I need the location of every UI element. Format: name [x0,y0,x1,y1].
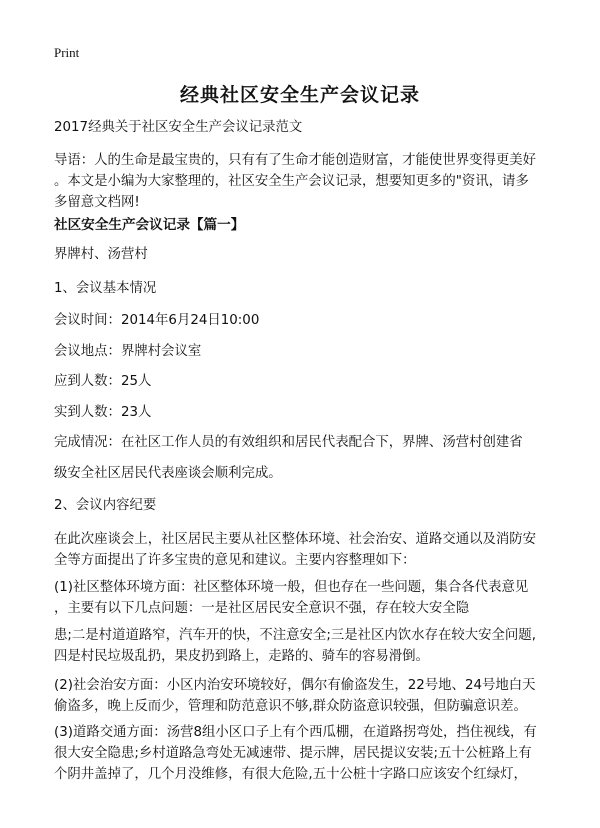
section-heading: 社区安全生产会议记录【篇一】 [54,217,245,233]
item1-line: ，主要有以下几点问题：一是社区居民安全意识不强，存在较大安全隐 [54,601,470,616]
item2-line: 偷盗多，晚上反而少，管理和防范意识不够,群众防盗意识较强，但防骗意识差。 [54,699,527,714]
item3-line: (3)道路交通方面：汤营8组小区口子上有个西瓜棚，在道路拐弯处，挡住视线，有 [54,725,537,740]
item1-line: 患;二是村道道路窄，汽车开的快，不注意安全;三是社区内饮水存在较大安全问题, [54,628,536,643]
item3-line: 很大安全隐患;乡村道路急弯处无减速带、提示牌，居民提议安装;五十公桩路上有 [54,746,532,761]
item1-paragraph [54,577,554,619]
item1-line: (1)社区整体环境方面：社区整体环境一般，但也存在一些问题，集合各代表意见 [54,580,529,595]
item2-line: (2)社会治安方面：小区内治安环境较好，偶尔有偷盗发生，22号地、24号地白天 [54,678,536,693]
item2-paragraph [54,675,554,717]
print-label: Print [54,45,80,60]
item3-paragraph [54,722,554,785]
meeting-place: 会议地点：界牌村会议室 [54,344,202,359]
item1-continued-paragraph [54,625,554,667]
subtitle: 2017经典关于社区安全生产会议记录范文 [54,120,303,135]
item1-line: 四是村民垃圾乱扔，果皮扔到路上，走路的、骑车的容易滑倒。 [54,649,429,664]
expected-attendance: 应到人数：25人 [54,374,152,389]
village-line: 界牌村、汤营村 [54,247,148,262]
content-intro-paragraph [54,529,554,571]
actual-attendance: 实到人数：23人 [54,405,152,420]
intro-line: 导语：人的生命是最宝贵的，只有有了生命才能创造财富，才能使世界变得更美好 [54,153,537,168]
page-title: 经典社区安全生产会议记录 [179,84,420,106]
content-heading: 2、会议内容纪要 [54,498,157,513]
intro-paragraph [54,150,554,213]
completion-line: 完成情况：在社区工作人员的有效组织和居民代表配合下，界牌、汤营村创建省 [54,435,523,450]
completion-line: 级安全社区居民代表座谈会顺利完成。 [54,466,282,481]
content-intro-line: 全等方面提出了许多宝贵的意见和建议。主要内容整理如下： [54,553,416,568]
meeting-time: 会议时间：2014年6月24日10:00 [54,313,260,328]
item3-line: 个阴井盖掉了，几个月没维修，有很大危险,五十公桩十字路口应该安个红绿灯， [54,767,527,782]
content-intro-line: 在此次座谈会上，社区居民主要从社区整体环境、社会治安、道路交通以及消防安 [54,532,537,547]
intro-line: 。本文是小编为大家整理的，社区安全生产会议记录，想要知更多的"资讯，请多 [54,174,529,189]
intro-line: 多留意文档网! [54,195,140,210]
basic-info-heading: 1、会议基本情况 [54,281,157,296]
